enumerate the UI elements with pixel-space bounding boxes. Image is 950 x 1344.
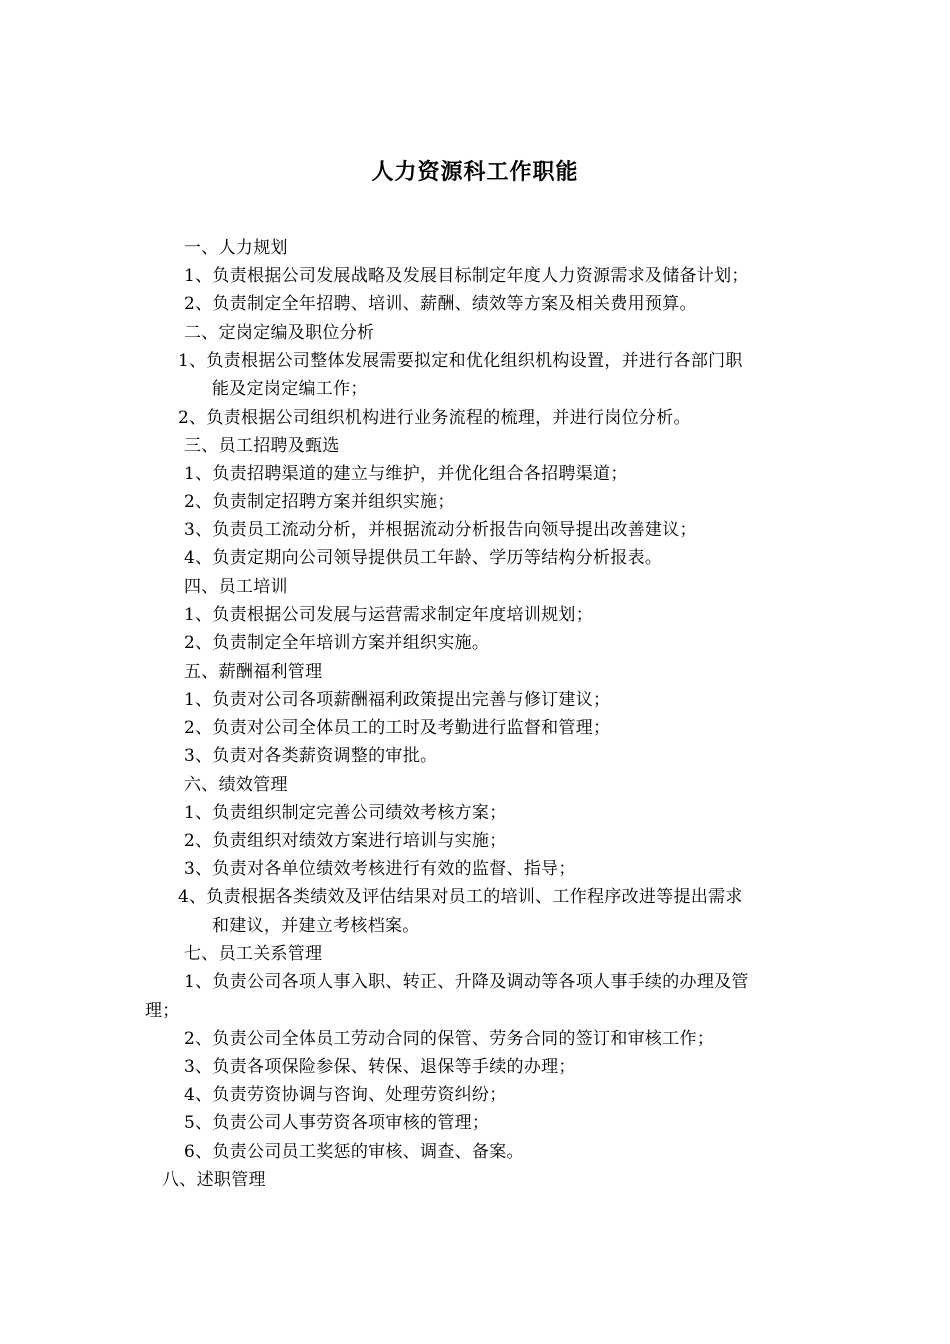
list-item: 4、负责根据各类绩效及评估结果对员工的培训、工作程序改进等提出需求 — [178, 887, 743, 907]
list-item: 1、负责根据公司整体发展需要拟定和优化组织机构设置，并进行各部门职 — [178, 351, 743, 371]
list-item: 2、负责制定全年招聘、培训、薪酬、绩效等方案及相关费用预算。 — [184, 294, 697, 314]
list-item: 5、负责公司人事劳资各项审核的管理； — [184, 1113, 490, 1133]
list-item-continuation: 理； — [145, 1001, 180, 1021]
list-item: 2、负责制定全年培训方案并组织实施。 — [184, 633, 490, 653]
section-heading: 七、员工关系管理 — [184, 944, 323, 964]
list-item-continuation: 能及定岗定编工作； — [212, 379, 368, 399]
document-title: 人力资源科工作职能 — [371, 159, 579, 185]
list-item: 2、负责根据公司组织机构进行业务流程的梳理，并进行岗位分析。 — [178, 408, 691, 428]
list-item: 1、负责组织制定完善公司绩效考核方案； — [184, 803, 507, 823]
list-item: 3、负责各项保险参保、转保、退保等手续的办理； — [184, 1057, 576, 1077]
list-item: 2、负责对公司全体员工的工时及考勤进行监督和管理； — [184, 718, 611, 738]
list-item: 1、负责公司各项人事入职、转正、升降及调动等各项人事手续的办理及管 — [184, 972, 749, 992]
list-item: 6、负责公司员工奖惩的审核、调查、备案。 — [184, 1142, 524, 1162]
section-heading: 三、员工招聘及甄选 — [184, 436, 340, 456]
list-item: 3、负责对各单位绩效考核进行有效的监督、指导； — [184, 859, 576, 879]
section-heading: 六、绩效管理 — [184, 775, 288, 795]
section-heading: 四、员工培训 — [184, 577, 288, 597]
section-heading: 一、人力规划 — [184, 238, 288, 258]
list-item: 1、负责根据公司发展与运营需求制定年度培训规划； — [184, 605, 594, 625]
list-item: 3、负责员工流动分析，并根据流动分析报告向领导提出改善建议； — [184, 520, 697, 540]
list-item: 2、负责公司全体员工劳动合同的保管、劳务合同的签订和审核工作； — [184, 1029, 715, 1049]
list-item: 2、负责制定招聘方案并组织实施； — [184, 492, 455, 512]
list-item: 1、负责根据公司发展战略及发展目标制定年度人力资源需求及储备计划； — [184, 266, 749, 286]
list-item: 4、负责定期向公司领导提供员工年龄、学历等结构分析报表。 — [184, 548, 663, 568]
list-item: 1、负责对公司各项薪酬福利政策提出完善与修订建议； — [184, 690, 611, 710]
list-item-continuation: 和建议，并建立考核档案。 — [212, 916, 420, 936]
section-heading: 二、定岗定编及职位分析 — [184, 323, 375, 343]
section-heading: 八、述职管理 — [162, 1170, 266, 1190]
list-item: 3、负责对各类薪资调整的审批。 — [184, 746, 438, 766]
list-item: 2、负责组织对绩效方案进行培训与实施； — [184, 831, 507, 851]
section-heading: 五、薪酬福利管理 — [184, 662, 323, 682]
list-item: 4、负责劳资协调与咨询、处理劳资纠纷； — [184, 1085, 507, 1105]
list-item: 1、负责招聘渠道的建立与维护，并优化组合各招聘渠道； — [184, 464, 628, 484]
